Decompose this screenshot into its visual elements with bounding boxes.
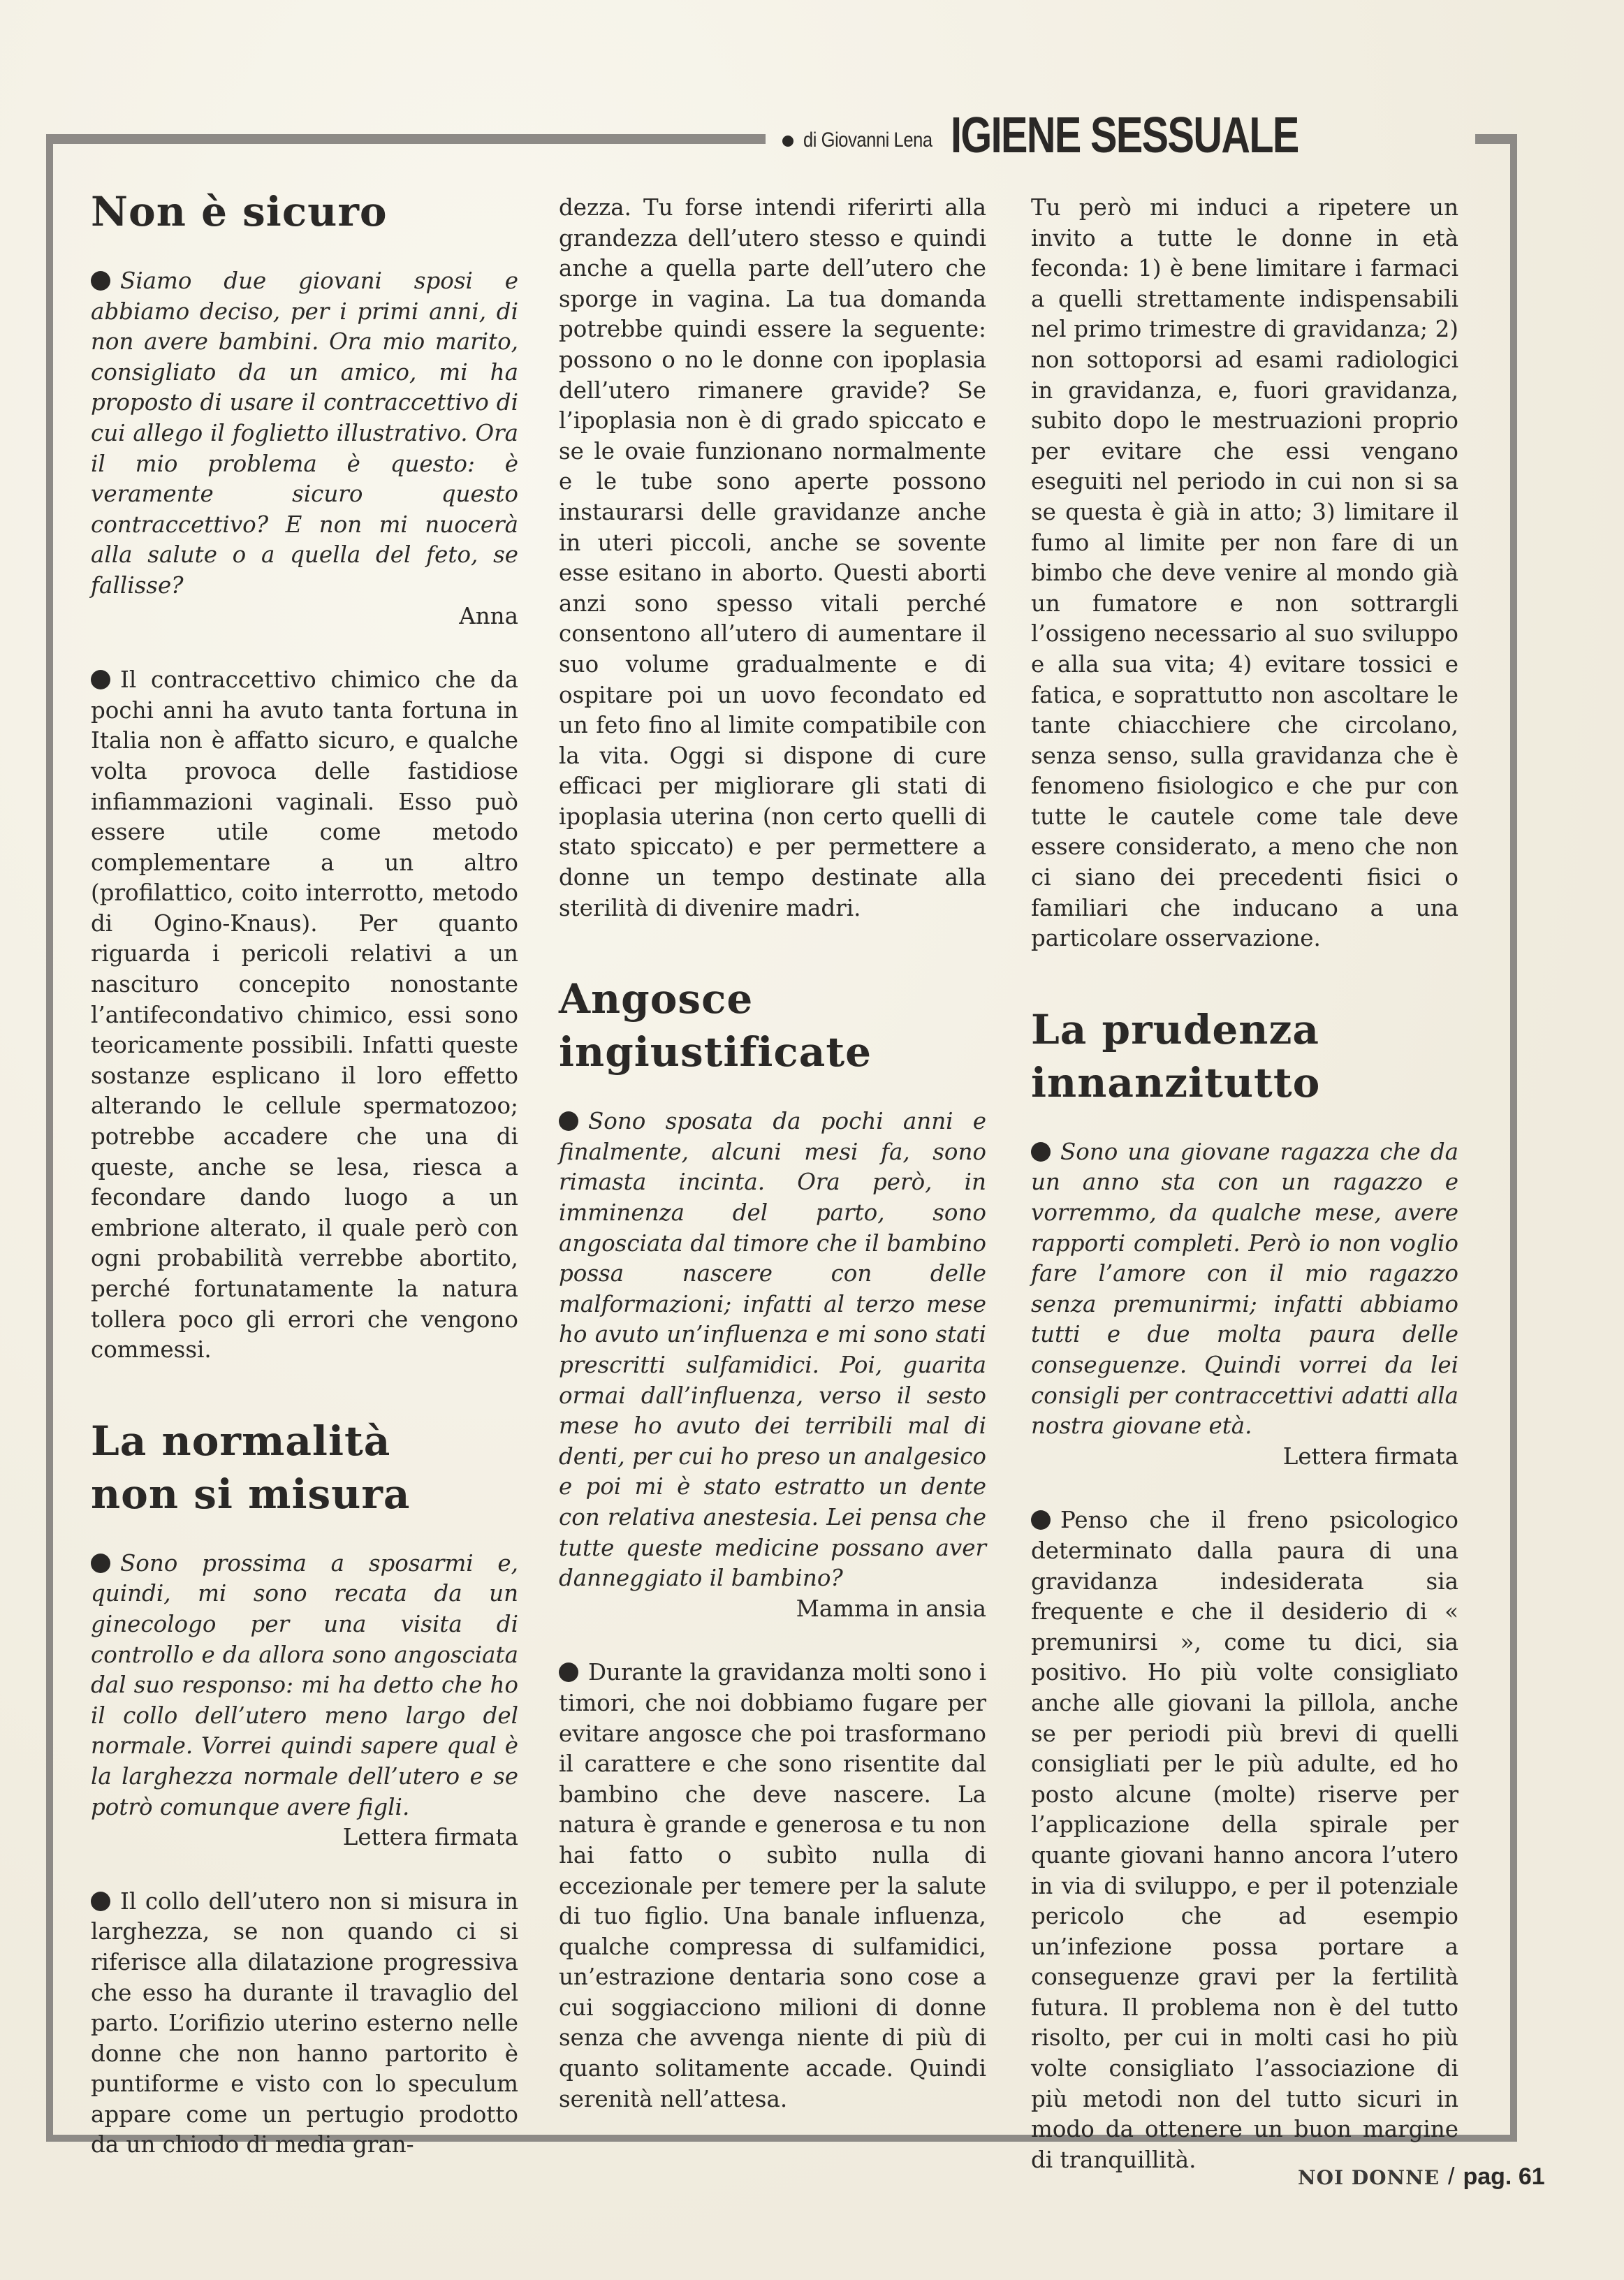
article-title: La prudenza innanzitutto xyxy=(1031,1005,1321,1106)
expert-answer: Penso che il freno psicologico determinato dalla paura di una gravidanza indesiderata sia frequente e che il desiderio di « premunirsi », come tu dici, sia positivo. Ho più volte consigliato anche alle giovani la pillola, anche se per periodi più brevi di quelli consigliati per le più adulte, ed ho posto alcune (molte) riserve per l’applicazione della spirale per quante giovani hanno ancora l’utero in via di sviluppo, e per il potenziale pericolo che ad esempio un’infezione possa portare a conseguenze gravi per la fertilità futura. Il problema non è del tutto risolto, per cui in molti casi ho più volte consigliato l’associazione di più metodi non del tutto sicuri in modo da ottenere un buon margine di tranquillità. xyxy=(1031,1507,1458,2173)
bullet-icon xyxy=(1031,1142,1051,1162)
bullet-icon xyxy=(559,1662,578,1682)
article-title: La normalità non si misura xyxy=(91,1417,411,1518)
reader-question: Sono una giovane ragazza che da un anno sta con un ragazzo e vorremmo, da qualche mese, avere rapporti completi. Però io non voglio fare l’amore con il mio ragazzo senza premunirmi; infatti abbiamo tutti e due molta paura delle conseguenze. Quindi vorrei da lei consigli per contraccettivi adatti alla nostra giovane età. xyxy=(1031,1138,1458,1440)
article-title: Angosce ingiustificate xyxy=(559,975,872,1076)
reader-question: Siamo due giovani sposi e abbiamo deciso, per i primi anni, di non avere bambini. Ora mio marito, consigliato da un amico, mi ha proposto di usare il contraccettivo di cui allego il foglietto illustrativo. Ora il mio problema è questo: è veramente sicuro questo contraccettivo? E non mi nuocerà alla salute o a quella del feto, se fallisse? xyxy=(91,268,518,599)
expert-answer: Il collo dell’utero non si misura in larghezza, se non quando ci si riferisce alla dilatazione progressiva che esso ha durante il travaglio del parto. L’orifizio uterino esterno nelle donne che non hanno partorito è puntiforme e visto con lo speculum appare come un pertugio prodotto da un chiodo di media gran- xyxy=(91,1887,518,2158)
expert-answer-continued: Tu però mi induci a ripetere un invito a tutte le donne in età feconda: 1) è bene limitare i farmaci a quelli strettamente indispensabili nel primo trimestre di gravidanza; 2) non sottoporsi ad esami radiologici in gravidanza, e, fuori gravidanza, subito dopo le mestruazioni proprio per evitare che essi vengano eseguiti nel periodo in cui non si sa se questa è già in atto; 3) limitare il fumo al limite per non fare di un bimbo che deve venire al mondo già un fumatore e non sottrargli l’ossigeno necessario al suo sviluppo e alla sua vita; 4) evitare tossici e fatica, e soprattutto non ascoltare le tante chiacchiere che circolano, senza senso, sulla gravidanza che è fenomeno fisiologico e che pur con tutte le cautele come tale deve essere considerato, a meno che non ci siano dei precedenti fisici o familiari che inducano a una particolare osservazione. xyxy=(1031,194,1458,952)
letter-signature: Mamma in ansia xyxy=(796,1595,986,1622)
article-title: Non è sicuro xyxy=(91,188,388,235)
page-footer xyxy=(1298,2163,1545,2191)
letter-signature: Lettera firmata xyxy=(342,1824,518,1851)
column-3 xyxy=(1031,193,1458,2175)
bullet-icon xyxy=(91,1554,110,1573)
bullet-icon xyxy=(782,136,793,147)
reader-question: Sono prossima a sposarmi e, quindi, mi sono recata da un ginecologo per una visita di controllo e da allora sono angosciata dal suo responso: mi ha detto che ho il collo dell’utero meno largo del normale. Vorrei quindi sapere qual è la larghezza normale dell’utero e se potrò comunque avere figli. xyxy=(91,1549,518,1820)
section-header xyxy=(782,105,1385,161)
column-2 xyxy=(559,193,986,2114)
bullet-icon xyxy=(91,1892,110,1911)
bullet-icon xyxy=(1031,1510,1051,1530)
section-title: IGIENE SESSUALE xyxy=(951,108,1299,163)
page-number: pag. 61 xyxy=(1463,2163,1545,2190)
expert-answer: Il contraccettivo chimico che da pochi anni ha avuto tanta fortuna in Italia non è affatto sicuro, e qualche volta provoca delle fastidiose infiammazioni vaginali. Esso può essere utile come metodo complementare a un altro (profilattico, coito interrotto, metodo di Ogino-Knaus). Per quanto riguarda i pericoli relativi a un nascituro concepito nonostante l’antifecondativo chimico, essi sono teoricamente possibili. Infatti queste sostanze esplicano il loro effetto alterando le cellule spermatozoo; potrebbe accadere che una di queste, anche se lesa, riesca a fecondare dando luogo a un embrione alterato, il quale però con ogni probabilità verrebbe abortito, perché fortunatamente la natura tollera poco gli errori che vengono commessi. xyxy=(91,666,518,1364)
footer-separator: / xyxy=(1448,2163,1455,2190)
bullet-icon xyxy=(91,670,110,689)
bullet-icon xyxy=(91,271,110,291)
expert-answer: Durante la gravidanza molti sono i timori, che noi dobbiamo fugare per evitare angosce che poi trasformano il carattere e che sono risentite dal bambino che deve nascere. La natura è grande e generosa e tu non hai fatto o subìto nulla di eccezionale per temere per la salute di tuo figlio. Una banale influenza, qualche compressa di sulfamidici, un’estrazione dentaria sono cose a cui soggiacciono milioni di donne senza che avvenga niente di più di quanto solitamente accade. Quindi serenità nell’attesa. xyxy=(559,1659,987,2112)
magazine-logo: NOI DONNE xyxy=(1298,2166,1440,2189)
expert-answer-continued: dezza. Tu forse intendi riferirti alla grandezza dell’utero stesso e quindi anche a quella parte dell’utero che sporge in vagina. La tua domanda potrebbe quindi essere la seguente: possono o no le donne con ipoplasia dell’utero rimanere gravide? Se l’ipoplasia non è di grado spiccato e se le ovaie funzionano normalmente e le tube sono aperte possono instaurarsi delle gravidanze anche in uteri piccoli, anche se sovente esse esitano in aborto. Questi aborti anzi sono spesso vitali perché consentono all’utero di aumentare il suo volume gradualmente e di ospitare poi un uovo fecondato ed un feto fino al limite compatibile con la vita. Oggi si dispone di cure efficaci per migliorare gli stati di ipoplasia uterina (non certo quelli di stato spiccato) e per permettere a donne un tempo destinate alla sterilità di divenire madri. xyxy=(559,194,986,921)
author-byline: di Giovanni Lena xyxy=(803,129,932,152)
reader-question: Sono sposata da pochi anni e finalmente, alcuni mesi fa, sono rimasta incinta. Ora però, in imminenza del parto, sono angosciata dal timore che il bambino possa nascere con delle malformazioni; infatti al terzo mese ho avuto un’influenza e mi sono stati prescritti sulfamidici. Poi, guarita ormai dall’influenza, verso il sesto mese ho avuto dei terribili mal di denti, per cui ho preso un analgesico e poi mi è stato estratto un dente con relativa anestesia. Lei pensa che tutte queste medicine possano aver danneggiato il bambino? xyxy=(559,1108,986,1592)
letter-signature: Lettera firmata xyxy=(1282,1442,1458,1470)
letter-signature: Anna xyxy=(459,602,518,629)
column-1 xyxy=(91,185,518,2161)
bullet-icon xyxy=(559,1111,578,1131)
